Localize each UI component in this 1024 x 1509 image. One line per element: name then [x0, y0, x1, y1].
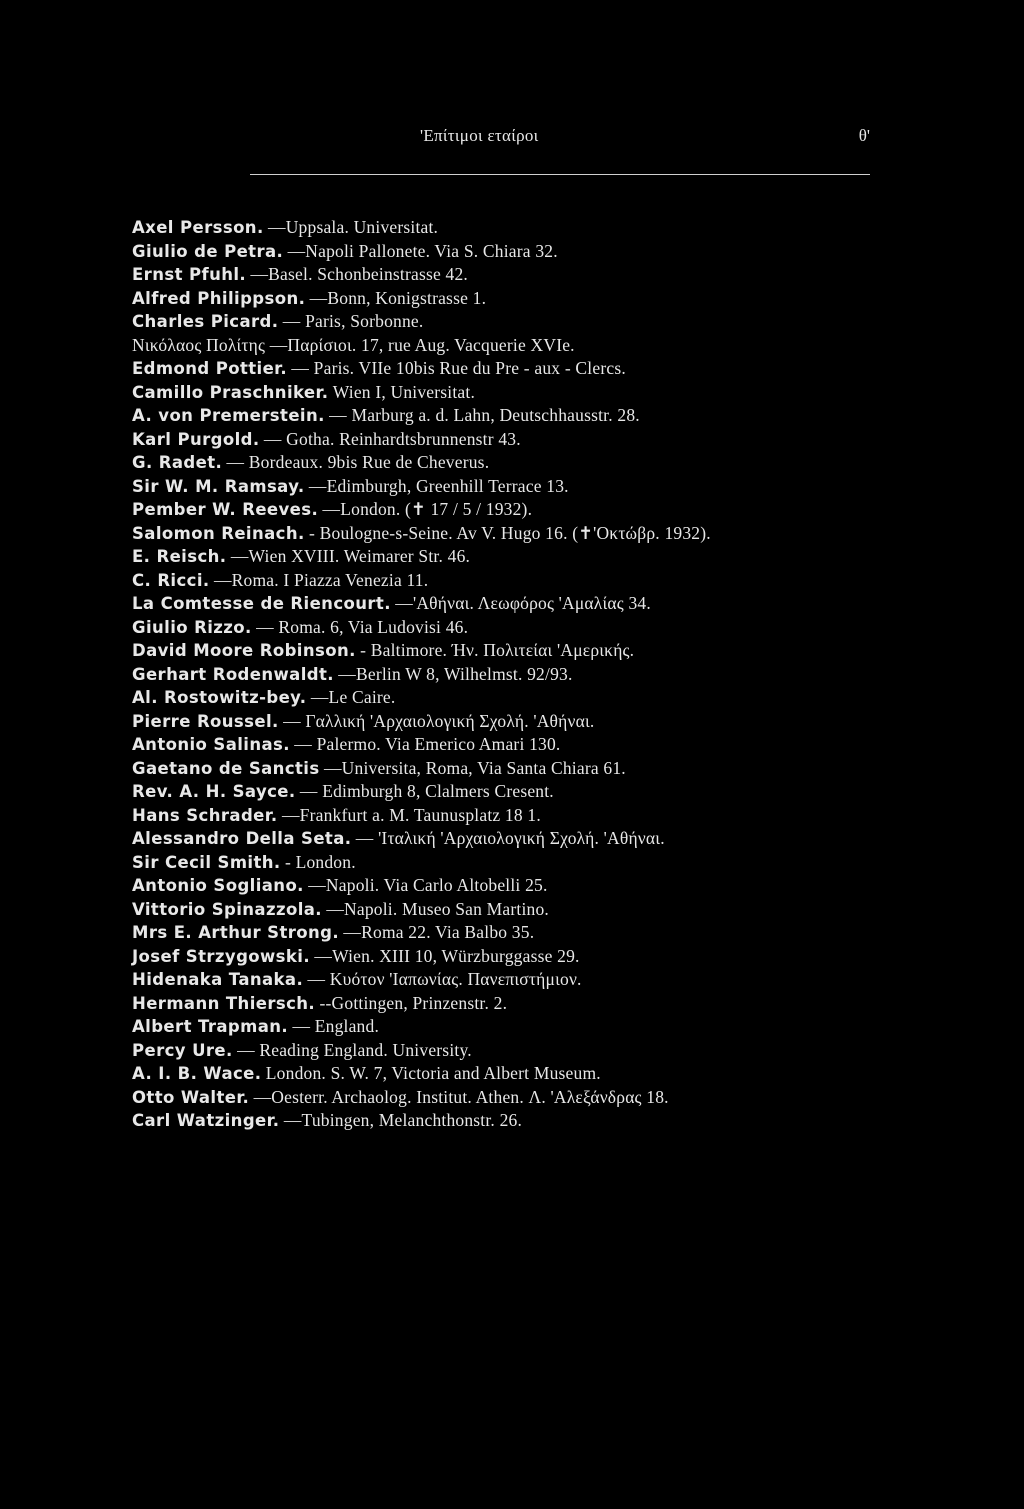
list-item	[132, 287, 892, 311]
list-item	[132, 592, 892, 616]
member-name: Karl Purgold.	[132, 429, 260, 449]
list-item	[132, 1109, 892, 1133]
member-name: Gaetano de Sanctis	[132, 758, 320, 778]
list-item	[132, 522, 892, 546]
member-address: — Palermo. Via Emerico Amari 130.	[294, 734, 561, 754]
member-address: —Napoli. Via Carlo Altobelli 25.	[308, 875, 548, 895]
member-address: — Κυότον 'Ιαπωνίας. Πανεπιστήμιον.	[307, 969, 582, 989]
member-name: Pierre Roussel.	[132, 711, 279, 731]
member-address: - Boulogne-s-Seine. Av V. Hugo 16. (✝'Οκτώβρ. 1932).	[309, 522, 711, 543]
member-name: Charles Picard.	[132, 312, 279, 331]
member-address: —Universita, Roma, Via Santa Chiara 61.	[323, 757, 626, 778]
member-name: Axel Persson.	[132, 218, 264, 237]
list-item	[132, 686, 892, 710]
member-address: — Gotha. Reinhardtsbrunnenstr 43.	[263, 428, 521, 449]
list-item	[132, 851, 892, 875]
running-header	[250, 126, 870, 156]
member-name: Pember W. Reeves.	[132, 500, 319, 519]
member-address: — Reading England. University.	[237, 1039, 472, 1060]
list-item	[132, 804, 892, 828]
member-name: Carl Watzinger.	[132, 1111, 280, 1130]
member-name: Hans Schrader.	[132, 805, 278, 825]
member-address: Wien I, Universitat.	[332, 381, 476, 402]
list-item	[132, 357, 892, 381]
member-address: —Berlin W 8, Wilhelmst. 92/93.	[338, 663, 573, 684]
member-name: Alessandro Della Seta.	[132, 829, 352, 848]
member-name: Giulio de Petra.	[132, 241, 284, 261]
list-item	[132, 404, 892, 428]
member-address: —Tubingen, Melanchthonstr. 26.	[283, 1110, 523, 1130]
list-item	[132, 639, 892, 663]
list-item	[132, 710, 892, 734]
member-name: Antonio Salinas.	[132, 735, 290, 754]
list-item	[132, 310, 892, 334]
list-item	[132, 1039, 892, 1063]
member-name: Hidenaka Tanaka.	[132, 970, 304, 989]
member-address: —'Αθήναι. Λεωφόρος 'Αμαλίας 34.	[395, 593, 651, 613]
member-name: Al. Rostowitz-bey.	[132, 688, 307, 707]
list-item	[132, 451, 892, 475]
member-address: — Bordeaux. 9bis Rue de Cheverus.	[226, 452, 490, 472]
member-name: Camillo Praschniker.	[132, 382, 329, 402]
member-name: Ernst Pfuhl.	[132, 265, 247, 284]
member-name: Otto Walter.	[132, 1087, 250, 1107]
member-name: Sir W. M. Ramsay.	[132, 476, 305, 496]
member-address: —Roma 22. Via Balbo 35.	[343, 922, 535, 942]
list-item	[132, 498, 892, 522]
list-item	[132, 569, 892, 593]
list-item	[132, 545, 892, 569]
member-address: — 'Ιταλική 'Αρχαιολογική Σχολή. 'Αθήναι.	[355, 828, 665, 848]
member-name: Alfred Philippson.	[132, 288, 306, 308]
list-item	[132, 475, 892, 499]
member-name: Sir Cecil Smith.	[132, 852, 281, 872]
member-address: —Bonn, Konigstrasse 1.	[309, 287, 487, 308]
member-address: —Wien. XIII 10, Würzburggasse 29.	[314, 945, 580, 966]
member-name: G. Radet.	[132, 453, 223, 472]
member-address: —Basel. Schonbeinstrasse 42.	[250, 264, 468, 284]
member-address: — Marburg a. d. Lahn, Deutschhausstr. 28.	[329, 405, 640, 425]
member-address: — Edimburgh 8, Clalmers Cresent.	[299, 781, 554, 801]
member-name: Giulio Rizzo.	[132, 617, 252, 637]
member-name: David Moore Robinson.	[132, 641, 356, 660]
member-address: — Paris, Sorbonne.	[282, 311, 424, 331]
member-address: — Roma. 6, Via Ludovisi 46.	[256, 616, 469, 637]
member-address: —Wien XVIII. Weimarer Str. 46.	[230, 546, 471, 566]
member-address: —Oesterr. Archaolog. Institut. Athen. Λ. 'Αλεξάνδρας 18.	[253, 1086, 669, 1107]
list-item	[132, 898, 892, 922]
member-address: —Uppsala. Universitat.	[268, 217, 439, 237]
member-name: Gerhart Rodenwaldt.	[132, 664, 334, 684]
list-item	[132, 240, 892, 264]
list-item	[132, 757, 892, 781]
member-name: E. Reisch.	[132, 547, 227, 566]
member-address: —Edimburgh, Greenhill Terrace 13.	[308, 475, 569, 496]
list-item	[132, 663, 892, 687]
member-address: - London.	[284, 851, 356, 872]
member-address: —Le Caire.	[310, 687, 396, 707]
list-item	[132, 827, 892, 851]
member-address: —Napoli Pallonete. Via S. Chiara 32.	[287, 240, 558, 261]
member-address: Νικόλαος Πολίτης —Παρίσιοι. 17, rue Aug. Vacquerie XVIe.	[132, 334, 575, 355]
page-title: 'Επίτιμοι εταίροι	[420, 126, 539, 145]
member-name: C. Ricci.	[132, 570, 210, 590]
member-name: Josef Strzygowski.	[132, 946, 310, 966]
member-address: - Baltimore. Ήν. Πολιτείαι 'Αμερικής.	[360, 640, 635, 660]
member-name: A. von Premerstein.	[132, 406, 325, 425]
member-list	[132, 216, 892, 1133]
list-item	[132, 381, 892, 405]
member-name: A. I. B. Wace.	[132, 1064, 262, 1083]
list-item	[132, 1062, 892, 1086]
list-item	[132, 945, 892, 969]
member-address: —London. (✝ 17 / 5 / 1932).	[322, 499, 533, 519]
list-item	[132, 216, 892, 240]
list-item	[132, 921, 892, 945]
member-address: —Roma. I Piazza Venezia 11.	[213, 569, 429, 590]
header-rule	[250, 174, 870, 175]
list-item	[132, 334, 892, 358]
page-number: θ'	[858, 126, 870, 145]
member-name: La Comtesse de Riencourt.	[132, 594, 391, 613]
list-item	[132, 1086, 892, 1110]
list-item	[132, 733, 892, 757]
member-address: — Paris. VIIe 10bis Rue du Pre - aux - Clercs.	[291, 358, 626, 378]
member-address: —Frankfurt a. M. Taunusplatz 18 1.	[281, 804, 541, 825]
list-item	[132, 1015, 892, 1039]
member-name: Antonio Sogliano.	[132, 876, 304, 895]
member-address: — Γαλλική 'Αρχαιολογική Σχολή. 'Αθήναι.	[283, 710, 595, 731]
member-name: Percy Ure.	[132, 1040, 233, 1060]
list-item	[132, 992, 892, 1016]
member-name: Hermann Thiersch.	[132, 993, 316, 1013]
list-item	[132, 968, 892, 992]
member-address: --Gottingen, Prinzenstr. 2.	[319, 992, 508, 1013]
member-name: Salomon Reinach.	[132, 523, 305, 543]
list-item	[132, 874, 892, 898]
member-name: Edmond Pottier.	[132, 359, 288, 378]
member-address: —Napoli. Museo San Martino.	[326, 898, 549, 919]
list-item	[132, 428, 892, 452]
member-name: Albert Trapman.	[132, 1017, 289, 1036]
list-item	[132, 780, 892, 804]
list-item	[132, 616, 892, 640]
member-address: — England.	[292, 1016, 380, 1036]
member-name: Vittorio Spinazzola.	[132, 899, 322, 919]
member-name: Rev. A. H. Sayce.	[132, 782, 296, 801]
list-item	[132, 263, 892, 287]
member-address: London. S. W. 7, Victoria and Albert Museum.	[265, 1063, 601, 1083]
member-name: Mrs E. Arthur Strong.	[132, 923, 340, 942]
